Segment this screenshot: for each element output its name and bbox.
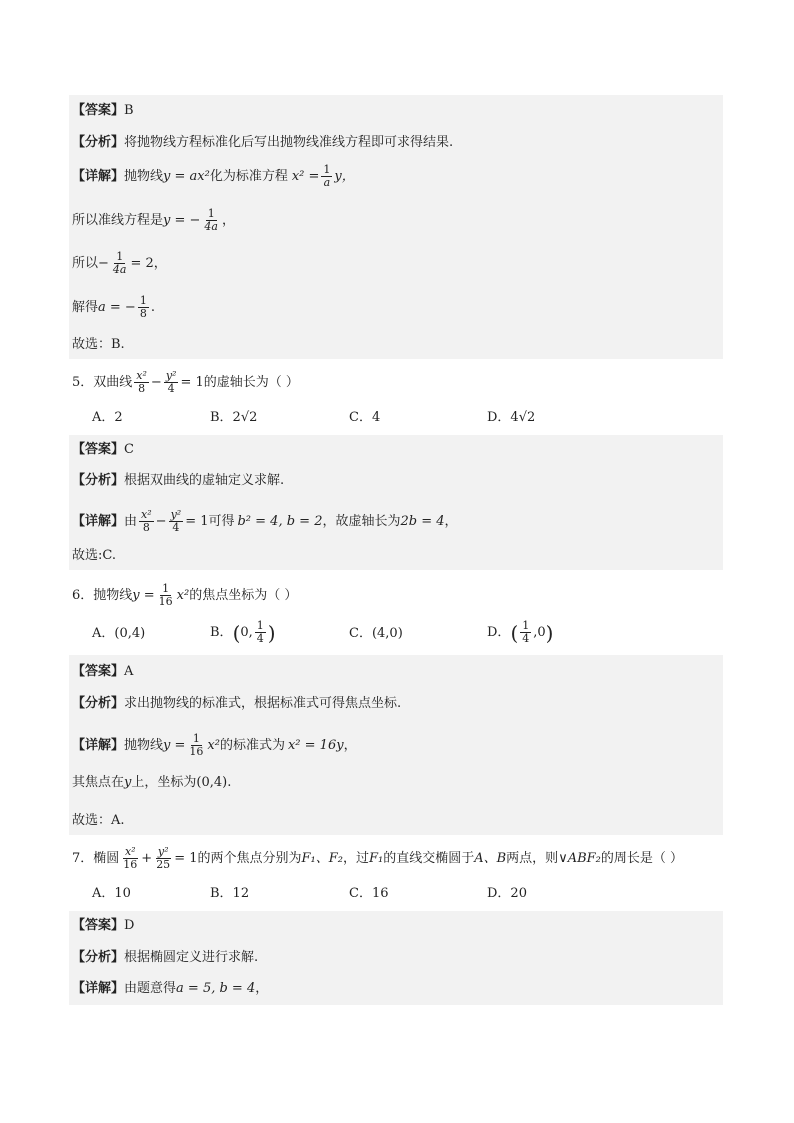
q7-detail-line: 【详解】 由题意得 a = 5, b = 4 ， bbox=[72, 981, 269, 996]
q6-detail-line: 【详解】 抛物线 y = $\frac{1}{16}$ x² 的标准式为 x² = 16y ， bbox=[72, 732, 357, 758]
fraction: $\frac{1}{16}$ bbox=[158, 582, 173, 608]
q7-stem: 7．椭圆 $\frac{\text{x²}}{16}$ + $\frac{\text{y²}}{25}$ = 1的两个焦点分别为 F₁、F₂ ，过 F₁ 的直线交椭圆于 A、B 两点，则 ∨ABF₂ 的周长是（ ） bbox=[72, 845, 684, 871]
fraction: $\frac{\text{y²}}{4}$ bbox=[170, 508, 182, 534]
q5-answer-line: 【答案】 C bbox=[72, 442, 134, 457]
fraction: $\frac{1}{8}$ bbox=[139, 294, 147, 320]
q7-option-d[interactable]: D．20 bbox=[487, 886, 527, 901]
fraction: $\frac{1}{4a}$ bbox=[112, 250, 127, 276]
q6-option-b[interactable]: B． ( 0, $\frac{1}{4}$ ) bbox=[210, 619, 276, 645]
q7-analysis-line: 【分析】 根据椭圆定义进行求解. bbox=[72, 950, 259, 965]
q5-choose-line: 故选:C. bbox=[72, 548, 116, 563]
q6-option-a[interactable]: A．(0,4) bbox=[92, 626, 146, 641]
fraction: $\frac{\text{x²}}{8}$ bbox=[141, 508, 152, 534]
q5-analysis-line: 【分析】 根据双曲线的虚轴定义求解. bbox=[72, 473, 285, 488]
fraction: $\frac{1}{4}$ bbox=[522, 619, 530, 645]
q5-option-b[interactable]: B．2√2 bbox=[210, 410, 258, 425]
q6-answer-line: 【答案】 A bbox=[72, 664, 134, 679]
fraction: $\frac{\text{y²}}{25}$ bbox=[156, 845, 171, 871]
q4-detail-line: 【详解】 抛物线 y = ax² 化为标准方程 x² = $\frac{1}{a}$ y， bbox=[72, 163, 355, 189]
fraction: $\frac{\text{y²}}{4}$ bbox=[165, 369, 177, 395]
q7-answer-line: 【答案】 D bbox=[72, 918, 135, 933]
q7-option-a[interactable]: A．10 bbox=[92, 886, 131, 901]
q6-choose-line: 故选：A. bbox=[72, 813, 125, 828]
q5-solution-block bbox=[69, 435, 723, 570]
q6-focus-line: 其焦点在 y 上，坐标为 (0,4) . bbox=[72, 775, 232, 790]
q6-option-d[interactable]: D． ( $\frac{1}{4}$ ,0 ) bbox=[487, 619, 554, 645]
fraction: $\frac{\text{x²}}{8}$ bbox=[136, 369, 147, 395]
q4-equation-line: 所以 − $\frac{1}{4a}$ = 2， bbox=[72, 250, 167, 276]
q7-option-c[interactable]: C．16 bbox=[349, 886, 389, 901]
q4-solve-line: 解得 a = − $\frac{1}{8}$ . bbox=[72, 294, 155, 320]
q6-stem: 6．抛物线 y = $\frac{1}{16}$ x² 的焦点坐标为（ ） bbox=[72, 582, 298, 608]
q4-analysis-line: 【分析】 将抛物线方程标准化后写出抛物线准线方程即可求得结果. bbox=[72, 135, 454, 150]
fraction: $\frac{1}{4a}$ bbox=[204, 207, 218, 233]
fraction: $\frac{\text{x²}}{16}$ bbox=[123, 845, 138, 871]
q5-detail-line: 【详解】 由 $\frac{\text{x²}}{8}$ − $\frac{\text{y²}}{4}$ = 1可得 b² = 4, b = 2 ，故虚轴长为 2b = 4 ， bbox=[72, 508, 458, 534]
q5-stem: 5．双曲线 $\frac{\text{x²}}{8}$ − $\frac{\text{y²}}{4}$ = 1的虚轴长为（ ） bbox=[72, 369, 299, 395]
fraction: $\frac{1}{4}$ bbox=[256, 619, 264, 645]
q5-option-a[interactable]: A．2 bbox=[92, 410, 123, 425]
q4-answer-line: 【答案】 B bbox=[72, 103, 134, 118]
fraction: $\frac{1}{a}$ bbox=[323, 163, 331, 189]
q4-directrix-line: 所以准线方程是 y = − $\frac{1}{4a}$ ， bbox=[72, 207, 235, 233]
q7-option-b[interactable]: B．12 bbox=[210, 886, 250, 901]
q5-option-d[interactable]: D．4√2 bbox=[487, 410, 536, 425]
q6-option-c[interactable]: C．(4,0) bbox=[349, 626, 403, 641]
fraction: $\frac{1}{16}$ bbox=[189, 732, 204, 758]
q4-choose-line: 故选：B. bbox=[72, 337, 125, 352]
q6-analysis-line: 【分析】 求出抛物线的标准式，根据标准式可得焦点坐标. bbox=[72, 696, 402, 711]
q5-option-c[interactable]: C．4 bbox=[349, 410, 381, 425]
